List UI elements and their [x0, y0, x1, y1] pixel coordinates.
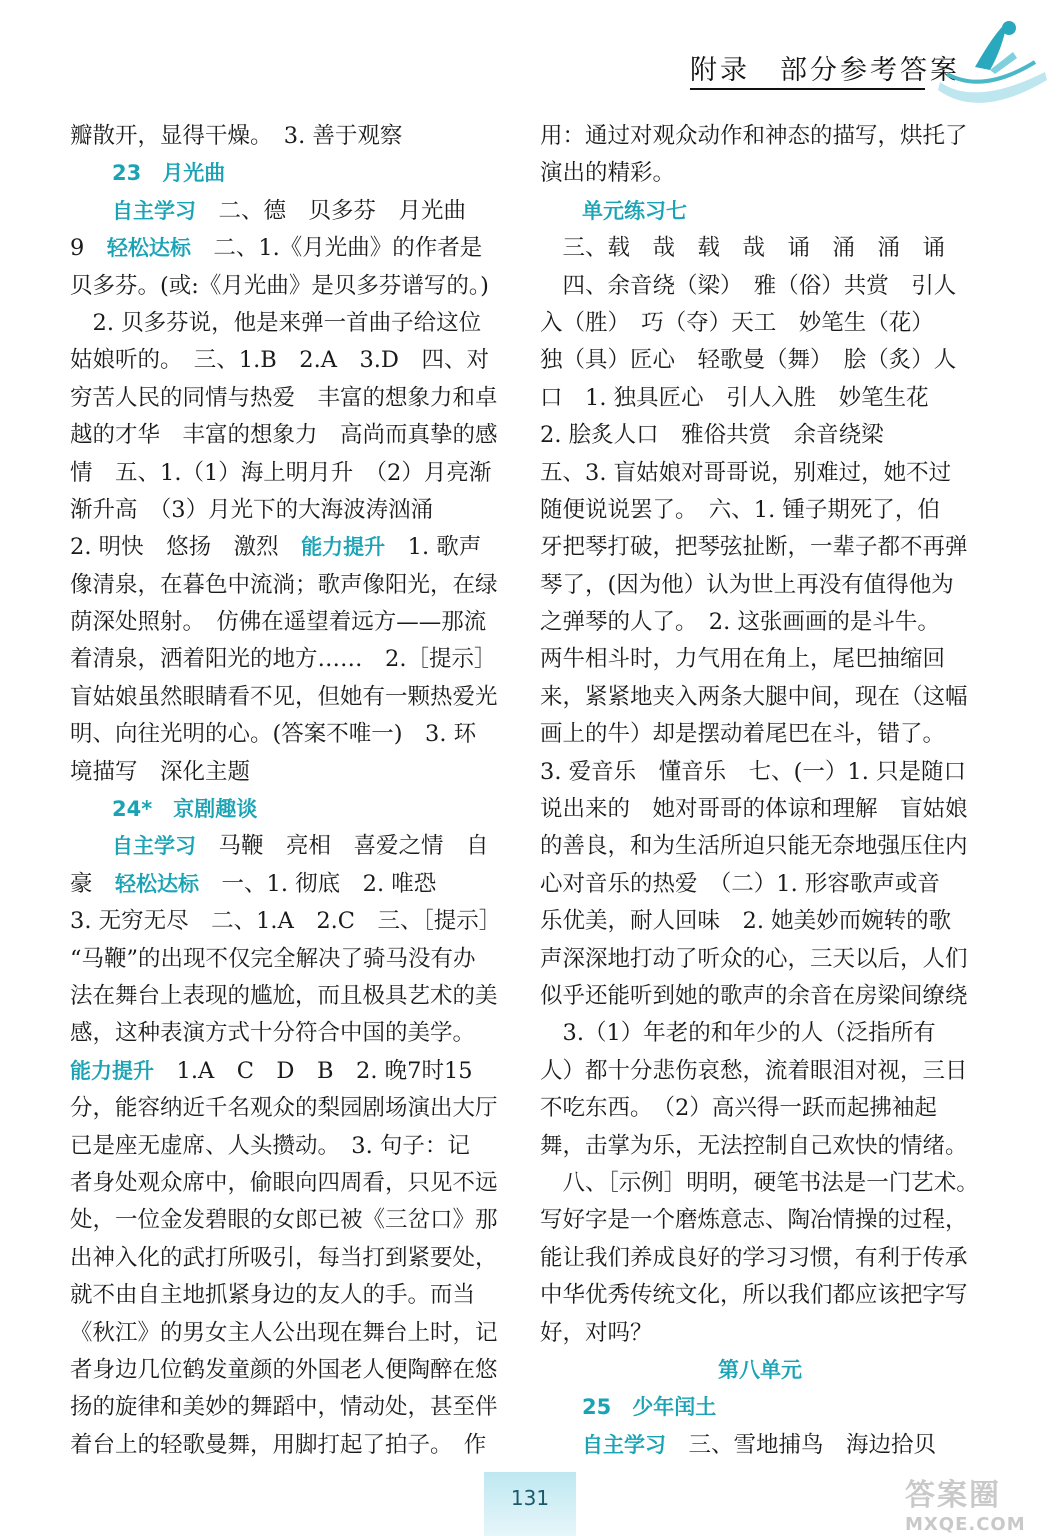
- skier-logo-icon: [935, 12, 1050, 117]
- answer-line: [540, 828, 980, 865]
- answer-text: 琴了，(因为他）认为世上再没有值得他为: [540, 571, 954, 598]
- answer-text: 牙把琴打破，把琴弦扯断，一辈子都不再弹: [540, 534, 968, 561]
- answer-line: [540, 492, 980, 529]
- answer-text: 渐升高 （3）月光下的大海波涛汹涌: [70, 496, 434, 523]
- answer-line: [70, 1128, 500, 1165]
- answer-text: 2. 脍炙人口 雅俗共赏 余音绕梁: [540, 422, 884, 449]
- answer-text: 舞，击掌为乐，无法控制自己欢快的情绪。: [540, 1132, 968, 1159]
- answer-text: 好，对吗？: [540, 1319, 653, 1346]
- answer-line: [70, 417, 500, 454]
- answer-line: [70, 1202, 500, 1239]
- answer-line: [540, 754, 980, 791]
- answer-line: [70, 342, 500, 379]
- answer-line: [70, 268, 500, 305]
- answer-line: [70, 679, 500, 716]
- answer-line: [540, 903, 980, 940]
- answer-text: 《秋江》的男女主人公出现在舞台上时，记: [70, 1319, 498, 1346]
- answer-line: [70, 230, 500, 267]
- section-label: 第八单元: [718, 1357, 802, 1382]
- answer-text: 马鞭 亮相 喜爱之情 自: [196, 833, 489, 860]
- answer-line: [540, 1090, 980, 1127]
- watermark-logo: [905, 1470, 1050, 1535]
- right-answer-column: [540, 118, 980, 1464]
- answer-text: 盲姑娘虽然眼睛看不见，但她有一颗热爱光: [70, 683, 498, 710]
- answer-line: [540, 978, 980, 1015]
- answer-text: 来，紧紧地夹入两条大腿中间，现在（这幅: [540, 683, 968, 710]
- answer-text: 情 五、1.（1）海上明月升 （2）月亮渐: [70, 459, 492, 486]
- header-rule: [690, 88, 925, 90]
- answer-line: [70, 1315, 500, 1352]
- answer-text: 3. 爱音乐 懂音乐 七、(一）1. 只是随口: [540, 758, 967, 785]
- answer-line: [540, 118, 980, 155]
- watermark-en: MXQE.COM: [905, 1514, 1026, 1535]
- answer-text: 感，这种表演方式十分符合中国的美学。: [70, 1020, 476, 1047]
- page-number: 131: [510, 1486, 550, 1510]
- answer-text: 不吃东西。 （2）高兴得一跃而起拂袖起: [540, 1095, 937, 1122]
- section-label: 轻松达标: [115, 871, 200, 896]
- answer-text: 姑娘听的。 三、1.B 2.A 3.D 四、对: [70, 347, 489, 374]
- answer-text: 1.A C D B 2. 晚7时15: [154, 1057, 473, 1084]
- answer-text: 独（具）匠心 轻歌曼（舞） 脍（炙）人: [540, 347, 957, 374]
- answer-line: [540, 305, 980, 342]
- answer-text: 八、［示例］明明，硬笔书法是一门艺术。: [540, 1169, 979, 1196]
- answer-line: [540, 1352, 980, 1389]
- answer-text: 人）都十分悲伤哀愁，流着眼泪对视，三日: [540, 1057, 968, 1084]
- answer-line: [540, 866, 980, 903]
- answer-text: 穷苦人民的同情与热爱 丰富的想象力和卓: [70, 384, 498, 411]
- answer-text: 荫深处照射。 仿佛在遥望着远方——那流: [70, 609, 487, 636]
- answer-line: [540, 1427, 980, 1464]
- answer-text: 似乎还能听到她的歌声的余音在房梁间缭绕: [540, 982, 968, 1009]
- answer-text: 五、3. 盲姑娘对哥哥说，别难过，她不过: [540, 459, 952, 486]
- answer-line: [70, 155, 500, 192]
- answer-line: [540, 268, 980, 305]
- answer-text: 三、雪地捕鸟 海边拾贝: [666, 1431, 937, 1458]
- answer-text: 声深深地打动了听众的心，三天以后，人们: [540, 945, 968, 972]
- answer-line: [70, 604, 500, 641]
- answer-line: [540, 342, 980, 379]
- answer-line: [70, 1389, 500, 1426]
- answer-line: [540, 1240, 980, 1277]
- answer-text: 境描写 深化主题: [70, 758, 251, 785]
- answer-text: 演出的精彩。: [540, 160, 676, 187]
- answer-line: [540, 641, 980, 678]
- answer-line: [540, 1315, 980, 1352]
- answer-line: [540, 1053, 980, 1090]
- answer-text: 2. 贝多芬说，他是来弹一首曲子给这位: [70, 309, 482, 336]
- left-answer-column: [70, 118, 500, 1464]
- answer-text: 入（胜） 巧（夺）天工 妙笔生（花）: [540, 309, 934, 336]
- answer-text: 画上的牛）却是摆动着尾巴在斗，错了。: [540, 721, 946, 748]
- answer-text: 3.（1）年老的和年少的人（泛指所有: [540, 1020, 936, 1047]
- answer-text: 两牛相斗时，力气用在角上，尾巴抽缩回: [540, 646, 946, 673]
- page-number-box: [484, 1472, 576, 1536]
- answer-text: 者身处观众席中，偷眼向四周看，只见不远: [70, 1169, 498, 1196]
- answer-line: [70, 1165, 500, 1202]
- answer-text: 心对音乐的热爱 （二）1. 形容歌声或音: [540, 870, 940, 897]
- answer-line: [540, 604, 980, 641]
- page-header-title: 附录 部分参考答案: [690, 55, 960, 86]
- section-label: 25 少年闰土: [540, 1395, 717, 1420]
- section-label: 轻松达标: [106, 236, 191, 261]
- answer-text: 3. 无穷无尽 二、1.A 2.C 三、［提示］: [70, 908, 502, 935]
- answer-line: [540, 417, 980, 454]
- answer-text: 处，一位金发碧眼的女郎已被《三岔口》那: [70, 1207, 498, 1234]
- answer-text: 的善良，和为生活所迫只能无奈地强压住内: [540, 833, 968, 860]
- section-label: 23 月光曲: [70, 161, 226, 186]
- answer-text: 着清泉，洒着阳光的地方…… 2.［提示］: [70, 646, 497, 673]
- answer-line: [70, 1277, 500, 1314]
- answer-line: [70, 1352, 500, 1389]
- answer-text: 写好字是一个磨炼意志、陶冶情操的过程，: [540, 1207, 968, 1234]
- answer-line: [540, 193, 980, 230]
- answer-line: [70, 716, 500, 753]
- answer-text: 法在舞台上表现的尴尬，而且极具艺术的美: [70, 982, 498, 1009]
- answer-line: [540, 1202, 980, 1239]
- answer-text: 随便说说罢了。 六、1. 锺子期死了，伯: [540, 496, 940, 523]
- answer-line: [70, 529, 500, 566]
- answer-line: [540, 529, 980, 566]
- answer-line: [70, 1015, 500, 1052]
- answer-text: 越的才华 丰富的想象力 高尚而真挚的感: [70, 422, 498, 449]
- answer-line: [70, 305, 500, 342]
- section-label: 自主学习: [540, 1432, 666, 1457]
- answer-line: [540, 1165, 980, 1202]
- answer-line: [70, 455, 500, 492]
- answer-line: [70, 380, 500, 417]
- answer-line: [70, 978, 500, 1015]
- answer-text: 分，能容纳近千名观众的梨园剧场演出大厅: [70, 1095, 498, 1122]
- answer-text: 二、德 贝多芬 月光曲: [196, 197, 467, 224]
- answer-text: 2. 明快 悠扬 激烈: [70, 534, 302, 561]
- answer-line: [540, 679, 980, 716]
- answer-text: 扬的旋律和美妙的舞蹈中，情动处，甚至伴: [70, 1394, 498, 1421]
- answer-line: [70, 754, 500, 791]
- answer-text: 1. 歌声: [385, 534, 482, 561]
- answer-text: 四、余音绕（梁） 雅（俗）共赏 引人: [540, 272, 957, 299]
- answer-text: 二、1.《月光曲》的作者是: [190, 235, 483, 262]
- answer-line: [540, 1015, 980, 1052]
- answer-text: 就不由自主地抓紧身边的友人的手。而当: [70, 1282, 476, 1309]
- answer-line: [70, 866, 500, 903]
- answer-text: 能让我们养成良好的学习习惯，有利于传承: [540, 1244, 968, 1271]
- answer-line: [70, 1090, 500, 1127]
- answer-text: 出神入化的武打所吸引，每当打到紧要处，: [70, 1244, 498, 1271]
- answer-line: [540, 941, 980, 978]
- answer-text: 之弹琴的人了。 2. 这张画画的是斗牛。: [540, 609, 940, 636]
- answer-text: 着台上的轻歌曼舞，用脚打起了拍子。 作: [70, 1431, 487, 1458]
- answer-line: [70, 903, 500, 940]
- answer-text: 瓣散开，显得干燥。 3. 善于观察: [70, 123, 403, 149]
- answer-line: [540, 567, 980, 604]
- watermark-cn: 答案圈: [905, 1478, 1001, 1513]
- answer-line: [70, 641, 500, 678]
- answer-text: 者身边几位鹤发童颜的外国老人便陶醉在悠: [70, 1356, 498, 1383]
- answer-text: 一、1. 彻底 2. 唯恐: [199, 870, 437, 897]
- answer-line: [540, 230, 980, 267]
- answer-line: [70, 1427, 500, 1464]
- answer-text: 中华优秀传统文化，所以我们都应该把字写: [540, 1282, 968, 1309]
- answer-line: [70, 492, 500, 529]
- answer-line: [540, 380, 980, 417]
- answer-text: 乐优美，耐人回味 2. 她美妙而婉转的歌: [540, 908, 952, 935]
- answer-line: [540, 1277, 980, 1314]
- answer-text: 三、载 哉 载 哉 诵 涌 涌 诵: [540, 235, 946, 262]
- answer-text: 用：通过对观众动作和神态的描写，烘托了: [540, 123, 968, 149]
- answer-line: [70, 193, 500, 230]
- answer-line: [540, 155, 980, 192]
- answer-line: [70, 1240, 500, 1277]
- answer-line: [540, 791, 980, 828]
- answer-line: [540, 716, 980, 753]
- answer-line: [70, 118, 500, 155]
- answer-text: 豪: [70, 870, 116, 897]
- answer-text: “马鞭”的出现不仅完全解决了骑马没有办: [70, 945, 476, 972]
- section-label: 自主学习: [70, 198, 196, 223]
- answer-line: [70, 567, 500, 604]
- answer-text: 已是座无虚席、人头攒动。 3. 句子：记: [70, 1132, 470, 1159]
- section-label: 单元练习七: [540, 198, 687, 223]
- section-label: 自主学习: [70, 834, 196, 859]
- answer-line: [540, 1128, 980, 1165]
- answer-line: [70, 941, 500, 978]
- section-label: 能力提升: [301, 535, 386, 560]
- answer-text: 像清泉，在暮色中流淌；歌声像阳光，在绿: [70, 571, 498, 598]
- answer-text: 9: [70, 235, 107, 262]
- answer-line: [70, 1053, 500, 1090]
- answer-line: [70, 828, 500, 865]
- section-label: 24* 京剧趣谈: [70, 797, 258, 822]
- answer-text: 说出来的 她对哥哥的体谅和理解 盲姑娘: [540, 796, 968, 823]
- section-label: 能力提升: [70, 1058, 154, 1083]
- answer-line: [70, 791, 500, 828]
- answer-line: [540, 455, 980, 492]
- answer-text: 贝多芬。(或:《月光曲》是贝多芬谱写的。): [70, 272, 489, 299]
- answer-text: 明、向往光明的心。(答案不唯一) 3. 环: [70, 721, 477, 748]
- answer-text: 口 1. 独具匠心 引人入胜 妙笔生花: [540, 384, 929, 411]
- answer-line: [540, 1389, 980, 1426]
